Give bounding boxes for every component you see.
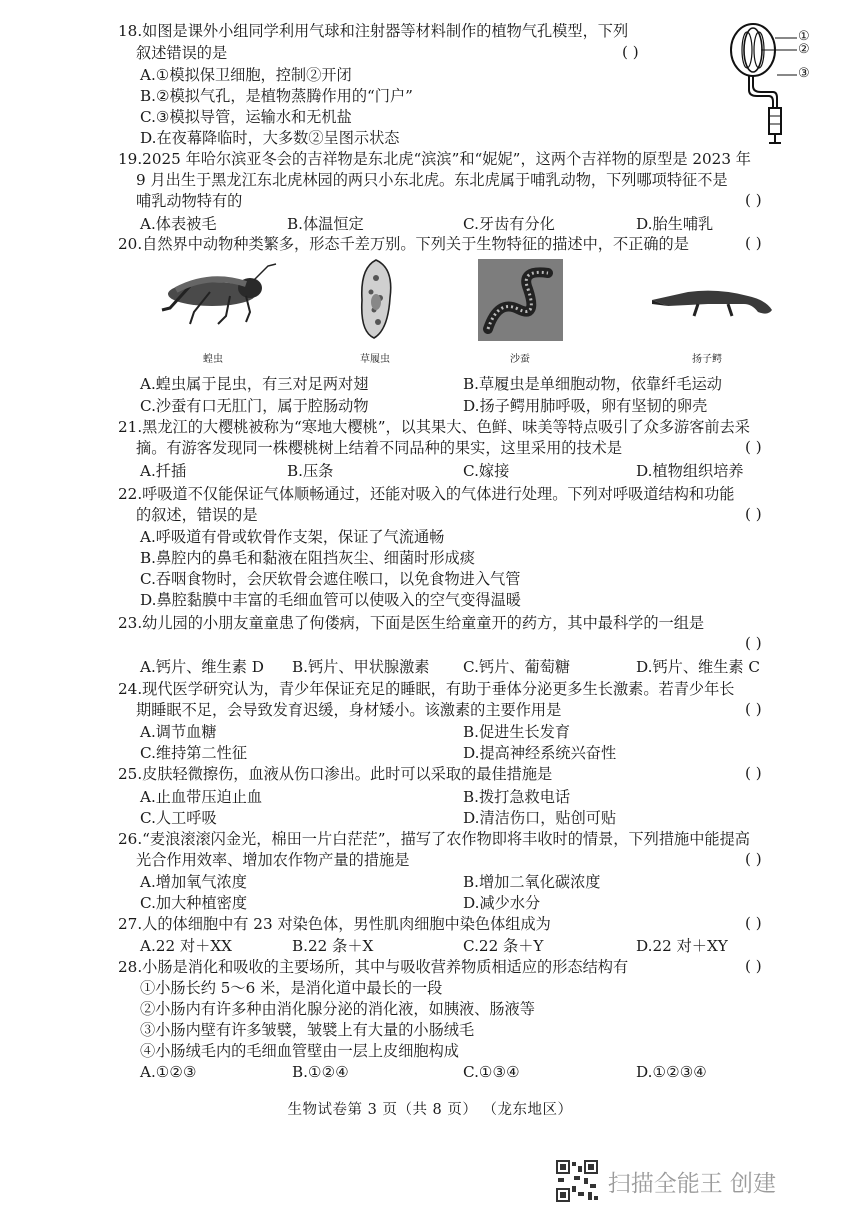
page-footer: 生物试卷第 3 页（共 8 页） （龙东地区） [287, 1102, 573, 1118]
q24-option-a: A.调节血糖 [140, 723, 217, 741]
q27-answer-paren: ( ) [745, 914, 762, 932]
qr-code-icon [556, 1160, 598, 1202]
q27-option-d: D.22 对＋XY [636, 937, 728, 955]
q23-option-c: C.钙片、葡萄糖 [463, 658, 571, 676]
caption-alligator: 扬子鳄 [692, 354, 722, 365]
q28-option-a: A.①②③ [140, 1063, 197, 1081]
q24-answer-paren: ( ) [745, 700, 762, 718]
q24-stem-line1: 24.现代医学研究认为，青少年保证充足的睡眠，有助于垂体分泌更多生长激素。若青少年长 [118, 680, 735, 698]
q28-option-b: B.①②④ [292, 1063, 349, 1081]
q23-option-b: B.钙片、甲状腺激素 [292, 658, 430, 676]
clamworm-image [478, 259, 563, 341]
q24-option-c: C.维持第二性征 [140, 744, 248, 762]
q22-answer-paren: ( ) [745, 505, 762, 523]
watermark-text: 扫描全能王 创建 [607, 1170, 776, 1197]
q18-stem-line1: 18.如图是课外小组同学利用气球和注射器等材料制作的植物气孔模型，下列 [118, 22, 629, 40]
paramecium-image [356, 258, 396, 340]
caption-grasshopper: 蝗虫 [203, 354, 223, 365]
q20-option-b: B.草履虫是单细胞动物，依靠纤毛运动 [463, 375, 722, 393]
grasshopper-image [150, 262, 280, 332]
q18-answer-paren: ( ) [622, 43, 639, 61]
q23-option-d: D.钙片、维生素 C [636, 658, 761, 676]
q28-statement-3: ③小肠内壁有许多皱襞，皱襞上有大量的小肠绒毛 [140, 1021, 475, 1039]
q19-stem-line2: 9 月出生于黑龙江东北虎林园的两只小东北虎。东北虎属于哺乳动物，下列哪项特征不是 [136, 171, 728, 189]
q23-option-a: A.钙片、维生素 D [140, 658, 264, 676]
q22-option-a: A.呼吸道有骨或软骨作支架，保证了气流通畅 [140, 528, 445, 546]
caption-clamworm: 沙蚕 [510, 354, 530, 365]
q21-answer-paren: ( ) [745, 438, 762, 456]
q19-stem-line3: 哺乳动物特有的 [136, 192, 243, 210]
q28-stem-line1: 28.小肠是消化和吸收的主要场所，其中与吸收营养物质相适应的形态结构有 [118, 958, 629, 976]
caption-paramecium: 草履虫 [360, 354, 390, 365]
q21-option-a: A.扦插 [140, 462, 187, 480]
q20-answer-paren: ( ) [745, 234, 762, 252]
q20-option-a: A.蝗虫属于昆虫，有三对足两对翅 [140, 375, 369, 393]
q26-answer-paren: ( ) [745, 850, 762, 868]
q24-option-b: B.促进生长发育 [463, 723, 571, 741]
q25-answer-paren: ( ) [745, 764, 762, 782]
q18-option-d: D.在夜幕降临时，大多数②呈图示状态 [140, 129, 400, 147]
q18-option-a: A.①模拟保卫细胞，控制②开闭 [140, 66, 352, 84]
figure-label-3: ③ [798, 66, 810, 81]
q22-stem-line1: 22.呼吸道不仅能保证气体顺畅通过，还能对吸入的气体进行处理。下列对呼吸道结构和功能 [118, 485, 735, 503]
q25-option-b: B.拨打急救电话 [463, 788, 571, 806]
chinese-alligator-image [648, 282, 778, 322]
q20-stem-line1: 20.自然界中动物种类繁多，形态千差万别。下列关于生物特征的描述中，不正确的是 [118, 235, 689, 253]
q28-statement-1: ①小肠长约 5～6 米，是消化道中最长的一段 [140, 979, 443, 997]
q24-stem-line2: 期睡眠不足，会导致发育迟缓，身材矮小。该激素的主要作用是 [136, 701, 562, 719]
q28-statement-2: ②小肠内有许多种由消化腺分泌的消化液，如胰液、肠液等 [140, 1000, 535, 1018]
q19-option-c: C.牙齿有分化 [463, 215, 555, 233]
q21-option-b: B.压条 [287, 462, 334, 480]
q19-stem-line1: 19.2025 年哈尔滨亚冬会的吉祥物是东北虎“滨滨”和“妮妮”，这两个吉祥物的原型是 2023 年 [118, 150, 751, 168]
q19-option-d: D.胎生哺乳 [636, 215, 714, 233]
q28-option-d: D.①②③④ [636, 1063, 707, 1081]
q21-option-c: C.嫁接 [463, 462, 510, 480]
q18-option-c: C.③模拟导管，运输水和无机盐 [140, 108, 352, 126]
q26-stem-line1: 26.“麦浪滚滚闪金光，棉田一片白茫茫”，描写了农作物即将丰收时的情景，下列措施中能提高 [118, 830, 750, 848]
q23-stem-line1: 23.幼儿园的小朋友童童患了佝偻病，下面是医生给童童开的药方，其中最科学的一组是 [118, 614, 705, 632]
figure-label-2: ② [798, 42, 810, 57]
scanner-watermark [556, 1160, 776, 1202]
q27-option-b: B.22 条＋X [292, 937, 374, 955]
q22-option-d: D.鼻腔黏膜中丰富的毛细血管可以使吸入的空气变得温暖 [140, 591, 521, 609]
q19-option-a: A.体表被毛 [140, 215, 217, 233]
q27-option-a: A.22 对＋XX [140, 937, 232, 955]
q18-option-b: B.②模拟气孔，是植物蒸腾作用的“门户” [140, 87, 413, 105]
q21-option-d: D.植物组织培养 [636, 462, 744, 480]
q22-option-c: C.吞咽食物时，会厌软骨会遮住喉口，以免食物进入气管 [140, 570, 521, 588]
q24-option-d: D.提高神经系统兴奋性 [463, 744, 617, 762]
q26-option-b: B.增加二氧化碳浓度 [463, 873, 601, 891]
q27-option-c: C.22 条＋Y [463, 937, 544, 955]
q21-stem-line1: 21.黑龙江的大樱桃被称为“寒地大樱桃”，以其果大、色鲜、味美等特点吸引了众多游客前去采 [118, 418, 750, 436]
q19-answer-paren: ( ) [745, 191, 762, 209]
q25-option-c: C.人工呼吸 [140, 809, 217, 827]
q27-stem-line1: 27.人的体细胞中有 23 对染色体，男性肌肉细胞中染色体组成为 [118, 915, 551, 933]
q25-stem-line1: 25.皮肤轻微擦伤，血液从伤口渗出。此时可以采取的最佳措施是 [118, 765, 553, 783]
q26-option-c: C.加大种植密度 [140, 894, 248, 912]
q26-stem-line2: 光合作用效率、增加农作物产量的措施是 [136, 851, 410, 869]
q25-option-a: A.止血带压迫止血 [140, 788, 263, 806]
q21-stem-line2: 摘。有游客发现同一株樱桃树上结着不同品种的果实，这里采用的技术是 [136, 439, 622, 457]
q28-statement-4: ④小肠绒毛内的毛细血管壁由一层上皮细胞构成 [140, 1042, 459, 1060]
figure-label-1: ① [798, 29, 810, 44]
q26-option-a: A.增加氧气浓度 [140, 873, 247, 891]
q26-option-d: D.减少水分 [463, 894, 541, 912]
q19-option-b: B.体温恒定 [287, 215, 364, 233]
q25-option-d: D.清洁伤口，贴创可贴 [463, 809, 617, 827]
q20-option-d: D.扬子鳄用肺呼吸，卵有坚韧的卵壳 [463, 397, 708, 415]
q28-option-c: C.①③④ [463, 1063, 520, 1081]
q22-option-b: B.鼻腔内的鼻毛和黏液在阻挡灰尘、细菌时形成痰 [140, 549, 475, 567]
q23-answer-paren: ( ) [745, 634, 762, 652]
q20-option-c: C.沙蚕有口无肛门，属于腔肠动物 [140, 397, 369, 415]
q28-answer-paren: ( ) [745, 957, 762, 975]
q22-stem-line2: 的叙述，错误的是 [136, 506, 258, 524]
q18-stem-line2: 叙述错误的是 [136, 44, 228, 62]
